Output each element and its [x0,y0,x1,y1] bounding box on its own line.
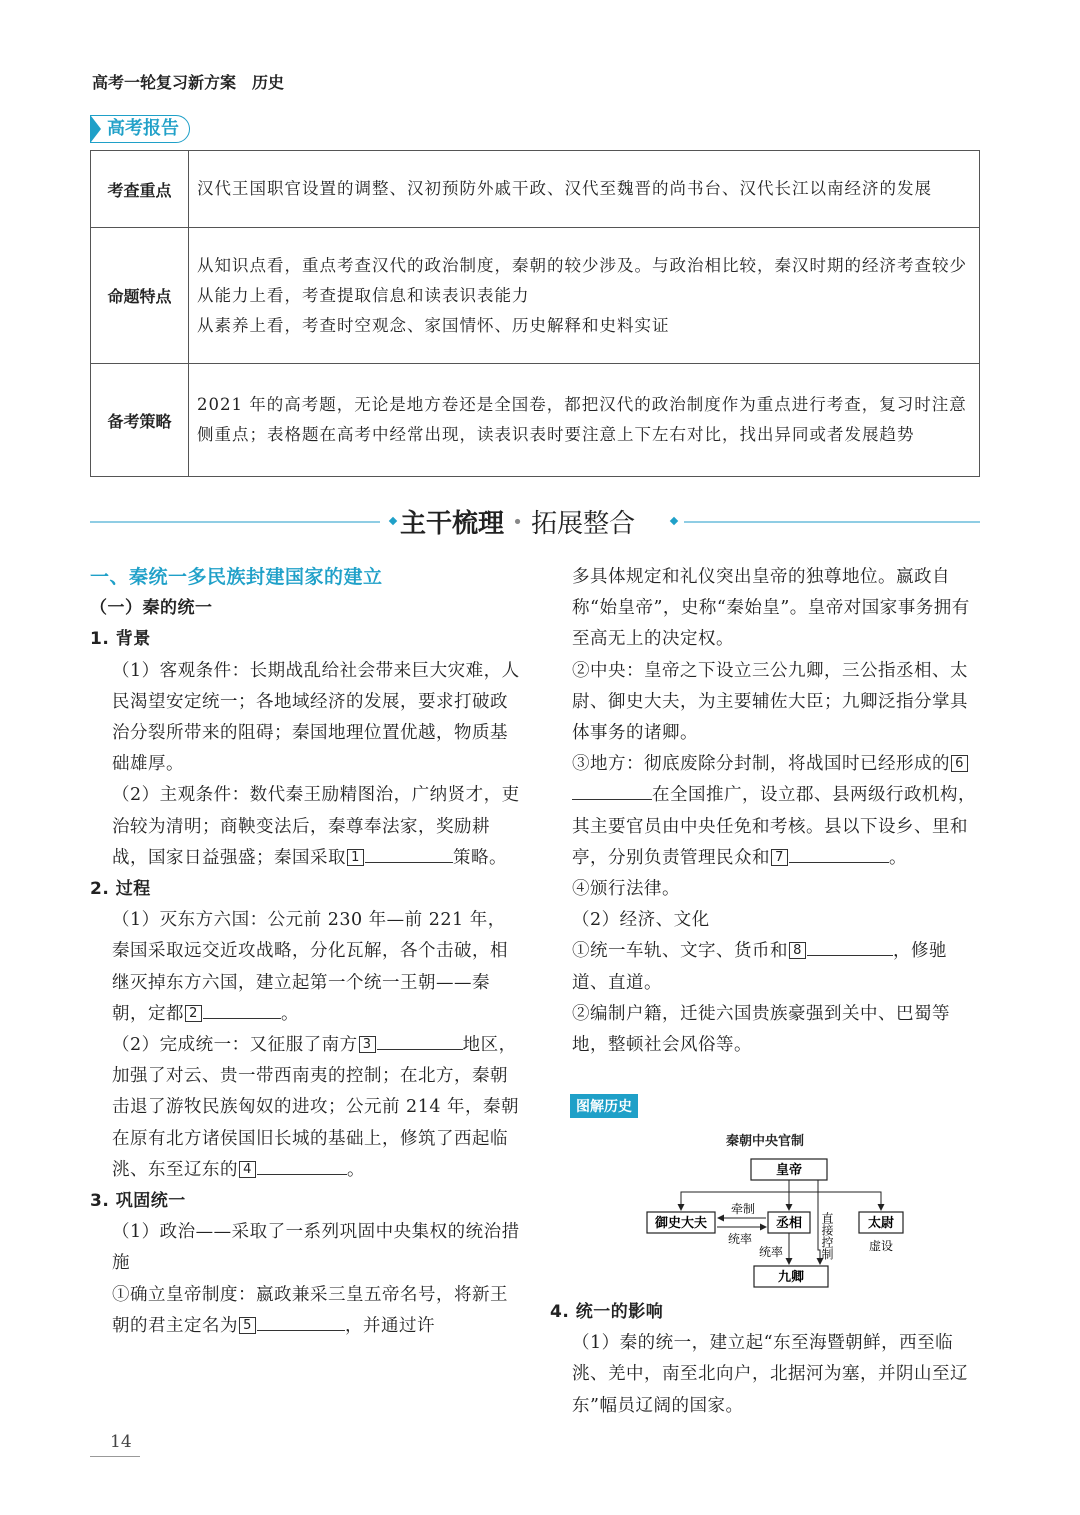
fill-blank[interactable] [572,781,652,800]
paragraph: ②中央：皇帝之下设立三公九卿，三公指丞相、太尉、御史大夫，为主要辅佐大臣；九卿泛指分掌具体事务的诸卿。 [572,660,968,744]
text: ①统一车轨、文字、货币和 [572,941,788,962]
fill-blank[interactable] [203,999,281,1018]
text: ③地方：彻底废除分封制，将战国时已经形成的 [572,754,950,775]
emperor-label: 皇帝 [775,1163,803,1178]
paragraph: （1）秦的统一，建立起“东至海暨朝鲜，西至临洮、羌中，南至北向户，北据河为塞，并阴山至辽东”幅员辽阔的国家。 [572,1333,968,1416]
diamond-icon [670,517,678,525]
footer-rule [90,1456,140,1457]
row-line: 从知识点看，重点考查汉代的政治制度，秦朝的较少涉及。与政治相比较，秦汉时期的经济考查较少 [197,255,967,275]
paragraph: （1）客观条件：长期战乱给社会带来巨大灾难，人民渴望安定统一；各地域经济的发展，要求打破政治分裂所带来的阻碍；秦国地理位置优越，物质基础雄厚。 [112,660,520,775]
section-title-main: 主干梳理 [400,509,505,539]
row-line: 从能力上看，考查提取信息和读表识表能力 [197,285,530,305]
qianzhi-label: 牵制 [730,1202,756,1216]
zhijie-label: 直接控制 [820,1212,834,1260]
text: （2）主观条件：数代秦王励精图治，广纳贤才，吏治较为清明；商鞅变法后，秦尊奉法家，奖励耕战，国家日益强盛；秦国采取 [112,785,520,868]
tonglv-label: 统率 [758,1245,784,1259]
paragraph [550,749,980,874]
paragraph [90,1030,520,1186]
text: （2）完成统一：又征服了南方 [112,1035,358,1056]
blank-number: 2 [185,1005,202,1022]
diagram-tag: 图解历史 [570,1094,638,1118]
subheading-process: 2. 过程 [90,879,151,900]
tonglv-label: 统率 [727,1232,753,1246]
row-value: 2021 年的高考题，无论是地方卷还是全国卷，都把汉代的政治制度作为重点进行考查，复习时注意侧重点；表格题在高考中经常出现，读表识表时要注意上下左右对比，找出异同或者发展趋势 [189,364,980,477]
text: 。 [347,1159,365,1180]
row-value [189,228,980,364]
paragraph [550,936,980,998]
text: ，并通过许 [345,1315,435,1336]
section-divider-right [684,521,980,523]
text: 策略。 [453,847,507,868]
subheading-consolidation: 3. 巩固统一 [90,1191,186,1212]
row-key: 命题特点 [91,228,189,364]
org-chart [640,1150,910,1290]
row-value: 汉代王国职官设置的调整、汉初预防外戚干政、汉代至魏晋的尚书台、汉代长江以南经济的发展 [189,151,980,228]
row-key: 备考策略 [91,364,189,477]
heading-2: （一）秦的统一 [90,598,213,619]
yushi-label: 御史大夫 [654,1216,708,1231]
paragraph [90,1280,520,1342]
paragraph [90,905,520,1030]
fill-blank[interactable] [365,843,453,862]
text: ，修驰道、直道。 [572,941,947,993]
row-line: 从素养上看，考查时空观念、家国情怀、历史解释和史料实证 [197,315,670,335]
fill-blank[interactable] [789,843,889,862]
fill-blank[interactable] [377,1031,463,1050]
right-column [550,562,980,1061]
left-column [90,562,520,1342]
blank-number: 8 [789,942,806,959]
blank-number: 6 [951,755,968,772]
diamond-icon [389,517,397,525]
report-table [90,150,980,477]
table-row [91,364,980,477]
subheading-influence: 4. 统一的影响 [550,1302,664,1322]
text: ①确立皇帝制度：嬴政兼采三皇五帝名号，将新王朝的君主定名为 [112,1284,508,1336]
paragraph: ④颁行法律。 [572,879,680,900]
section-title-sub: 拓展整合 [531,509,636,539]
section-divider-left [90,521,380,523]
xushe-label: 虚设 [868,1239,894,1253]
table-row [91,228,980,364]
section-title-sep: • [512,512,523,533]
running-header: 高考一轮复习新方案 历史 [92,73,285,92]
paragraph: 多具体规定和礼仪突出皇帝的独尊地位。嬴政自称“始皇帝”，史称“秦始皇”。皇帝对国家事务拥有至高无上的决定权。 [572,567,970,650]
text: 。 [281,1003,299,1024]
taiwei-label: 太尉 [867,1216,895,1231]
report-tag-label: 高考报告 [107,118,179,139]
blank-number: 7 [771,849,788,866]
text: 。 [889,847,907,868]
heading-1: 一、秦统一多民族封建国家的建立 [90,566,383,588]
right-column-bottom [550,1297,980,1422]
blank-number: 1 [347,849,364,866]
fill-blank[interactable] [257,1312,345,1331]
paragraph: （1）政治——采取了一系列巩固中央集权的统治措施 [112,1222,520,1274]
blank-number: 4 [239,1161,256,1178]
fill-blank[interactable] [257,1155,347,1174]
page-number: 14 [110,1432,132,1452]
fill-blank[interactable] [807,937,893,956]
diagram-title: 秦朝中央官制 [726,1134,805,1149]
jiuqing-label: 九卿 [777,1270,805,1285]
blank-number: 3 [359,1036,376,1053]
report-tag [90,115,190,143]
paragraph: ②编制户籍，迁徙六国贵族豪强到关中、巴蜀等地，整顿社会风俗等。 [572,1003,950,1056]
text: 地区，加强了对云、贵一带西南夷的控制；在北方，秦朝击退了游牧民族匈奴的进攻；公元前 214 年，秦朝在原有北方诸侯国旧长城的基础上，修筑了西起临洮、东至辽东的 [112,1035,520,1180]
table-row [91,151,980,228]
paragraph [90,780,520,874]
paragraph: （2）经济、文化 [572,910,710,931]
text: 在全国推广，设立郡、县两级行政机构，其主要官员由中央任免和考核。县以下设乡、里和亭，分别负责管理民众和 [572,785,976,868]
chengxiang-label: 丞相 [775,1216,803,1231]
blank-number: 5 [239,1317,256,1334]
row-key: 考查重点 [91,151,189,228]
text: （1）灭东方六国：公元前 230 年—前 221 年，秦国采取远交近攻战略，分化瓦解，各个击破，相继灭掉东方六国，建立起第一个统一王朝——秦朝，定都 [112,910,508,1024]
tag-arrow-icon [91,116,101,142]
section-title [400,503,635,540]
subheading-background: 1. 背景 [90,629,151,650]
